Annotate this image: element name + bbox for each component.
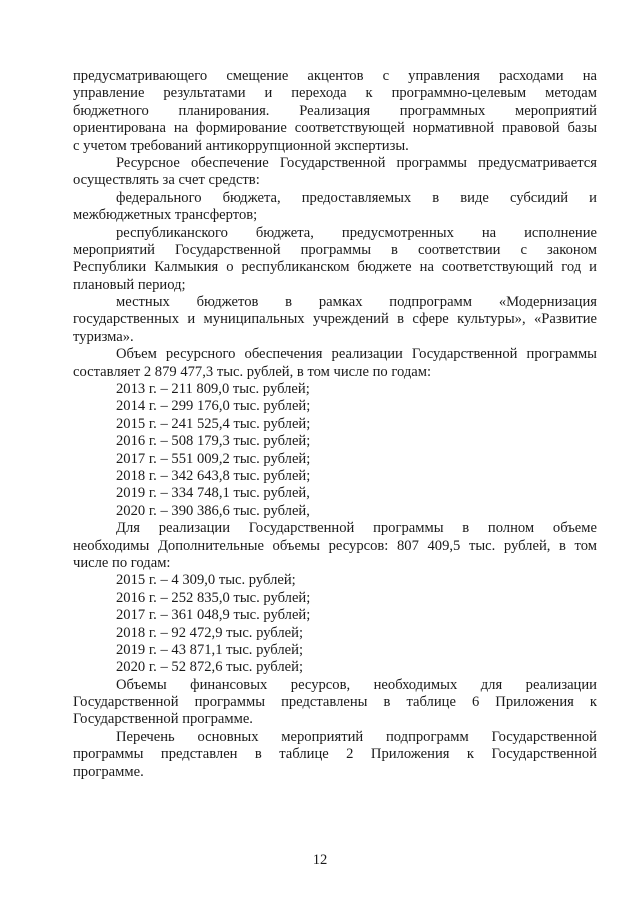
text-line: Для реализации Государственной программы в полном объеме bbox=[116, 520, 597, 537]
text-line: Государственной программы представлены в таблице 6 Приложения к bbox=[73, 694, 597, 711]
text-line: программы представлен в таблице 2 Приложения к Государственной bbox=[73, 746, 597, 763]
text-line: республиканского бюджета, предусмотренных на исполнение bbox=[116, 224, 597, 241]
text-line: федерального бюджета, предоставляемых в виде субсидий и bbox=[116, 189, 597, 206]
text-line: Государственной программе. bbox=[73, 711, 253, 728]
text-line: 2020 г. – 390 386,6 тыс. рублей, bbox=[116, 502, 310, 519]
text-line: туризма». bbox=[73, 328, 134, 345]
text-line: Республики Калмыкия о республиканском бюджете на соответствующий год и bbox=[73, 259, 597, 276]
text-line: межбюджетных трансфертов; bbox=[73, 207, 258, 224]
text-line: Объем ресурсного обеспечения реализации Государственной программы bbox=[116, 346, 597, 363]
text-line: 2018 г. – 342 643,8 тыс. рублей; bbox=[116, 467, 311, 484]
text-line: 2016 г. – 508 179,3 тыс. рублей; bbox=[116, 433, 311, 450]
text-line: бюджетного планирования. Реализация программных мероприятий bbox=[73, 102, 597, 119]
text-line: 2019 г. – 43 871,1 тыс. рублей; bbox=[116, 641, 303, 658]
text-line: местных бюджетов в рамках подпрограмм «Модернизация bbox=[116, 294, 597, 311]
text-line: Ресурсное обеспечение Государственной программы предусматривается bbox=[116, 154, 597, 171]
text-line: 2013 г. – 211 809,0 тыс. рублей; bbox=[116, 381, 310, 398]
text-line: осуществлять за счет средств: bbox=[73, 172, 260, 189]
page-number: 12 bbox=[312, 852, 328, 868]
text-line: 2020 г. – 52 872,6 тыс. рублей; bbox=[116, 659, 303, 676]
text-line: 2015 г. – 4 309,0 тыс. рублей; bbox=[116, 572, 296, 589]
text-line: Перечень основных мероприятий подпрограмм Государственной bbox=[116, 728, 597, 745]
text-line: 2015 г. – 241 525,4 тыс. рублей; bbox=[116, 415, 311, 432]
document-body bbox=[73, 68, 597, 781]
text-line: 2019 г. – 334 748,1 тыс. рублей, bbox=[116, 485, 310, 502]
text-line: необходимы Дополнительные объемы ресурсов: 807 409,5 тыс. рублей, в том bbox=[73, 537, 597, 554]
text-line: составляет 2 879 477,3 тыс. рублей, в том числе по годам: bbox=[73, 363, 432, 380]
text-line: с учетом требований антикоррупционной экспертизы. bbox=[73, 137, 409, 154]
text-line: программе. bbox=[73, 763, 144, 780]
text-line: предусматривающего смещение акцентов с управления расходами на bbox=[73, 68, 597, 84]
text-line: управление результатами и перехода к программно-целевым методам bbox=[73, 85, 597, 102]
text-line: ориентирована на формирование соответствующей нормативной правовой базы bbox=[73, 120, 597, 137]
text-line: государственных и муниципальных учреждений в сфере культуры», «Развитие bbox=[73, 311, 597, 328]
text-line: плановый период; bbox=[73, 276, 186, 293]
text-line: Объемы финансовых ресурсов, необходимых для реализации bbox=[116, 676, 597, 693]
text-line: мероприятий Государственной программы в соответствии с законом bbox=[73, 241, 597, 258]
text-line: 2014 г. – 299 176,0 тыс. рублей; bbox=[116, 398, 311, 415]
text-line: 2016 г. – 252 835,0 тыс. рублей; bbox=[116, 589, 311, 606]
text-line: числе по годам: bbox=[73, 554, 171, 571]
text-line: 2017 г. – 551 009,2 тыс. рублей; bbox=[116, 450, 311, 467]
text-line: 2017 г. – 361 048,9 тыс. рублей; bbox=[116, 607, 311, 624]
text-line: 2018 г. – 92 472,9 тыс. рублей; bbox=[116, 624, 303, 641]
